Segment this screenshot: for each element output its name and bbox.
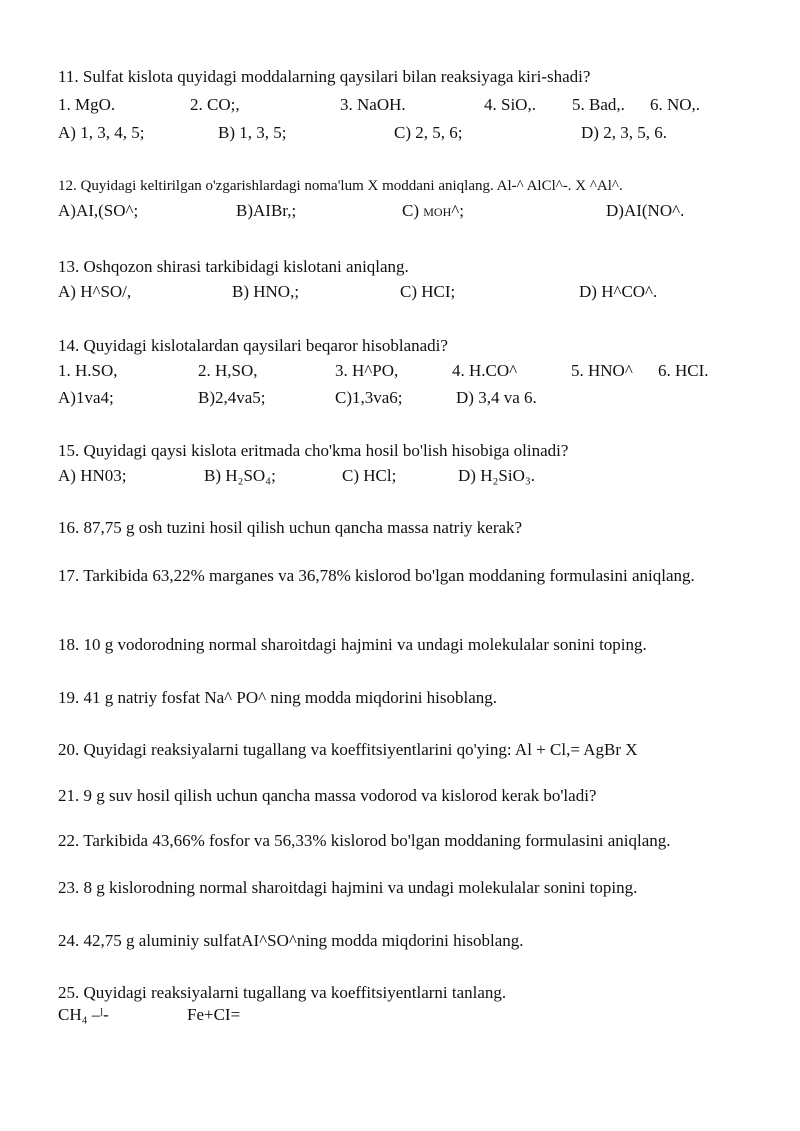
question-11: 11. Sulfat kislota quyidagi moddalarning qaysilari bilan reaksiyaga kiri-shadi? bbox=[58, 67, 591, 86]
q11-option-b: B) 1, 3, 5; bbox=[218, 123, 287, 142]
q12-option-d: D)AI(NO^. bbox=[606, 201, 685, 220]
q13-option-d: D) H^CO^. bbox=[579, 282, 658, 301]
question-22: 22. Tarkibida 43,66% fosfor va 56,33% kislorod bo'lgan moddaning formulasini aniqlang. bbox=[58, 831, 671, 850]
q11-item-1: 1. MgO. bbox=[58, 95, 116, 114]
q11-item-2: 2. CO;, bbox=[190, 95, 240, 114]
q14-option-a: A)1va4; bbox=[58, 388, 114, 407]
q12-option-c-suffix: ^; bbox=[451, 201, 464, 220]
q14-item-2: 2. H,SO, bbox=[198, 361, 258, 380]
question-13: 13. Oshqozon shirasi tarkibidagi kislotani aniqlang. bbox=[58, 257, 409, 276]
q15-option-c: C) HCl; bbox=[342, 466, 397, 485]
q12-option-c-prefix: C) bbox=[402, 201, 424, 220]
q14-item-6: 6. HCI. bbox=[658, 361, 709, 380]
question-20: 20. Quyidagi reaksiyalarni tugallang va koeffitsiyentlarini qo'ying: Al + Cl,= AgBr X bbox=[58, 740, 638, 759]
question-16: 16. 87,75 g osh tuzini hosil qilish uchun qancha massa natriy kerak? bbox=[58, 518, 523, 537]
q25-reaction-2: Fe+CI= bbox=[187, 1005, 241, 1024]
q15-option-d: D) H₂SiO₃. bbox=[458, 466, 536, 485]
q12-option-c bbox=[402, 200, 464, 223]
question-14: 14. Quyidagi kislotalardan qaysilari beqaror hisoblanadi? bbox=[58, 336, 448, 355]
q14-item-1: 1. H.SO, bbox=[58, 361, 118, 380]
question-23: 23. 8 g kislorodning normal sharoitdagi hajmini va undagi molekulalar sonini toping. bbox=[58, 878, 638, 897]
q14-item-4: 4. H.CO^ bbox=[452, 361, 518, 380]
q14-item-5: 5. HNO^ bbox=[571, 361, 633, 380]
q25-reaction-1: CH₄ –ˡ- bbox=[58, 1005, 109, 1024]
q11-option-a: A) 1, 3, 4, 5; bbox=[58, 123, 145, 142]
q15-option-b: B) H₂SO₄; bbox=[204, 466, 276, 485]
q14-option-c: C)1,3va6; bbox=[335, 388, 403, 407]
question-19: 19. 41 g natriy fosfat Na^ PO^ ning modda miqdorini hisoblang. bbox=[58, 688, 498, 707]
q11-item-4: 4. SiO,. bbox=[484, 95, 536, 114]
question-24: 24. 42,75 g aluminiy sulfatAI^SO^ning modda miqdorini hisoblang. bbox=[58, 931, 524, 950]
q14-item-3: 3. H^PO, bbox=[335, 361, 399, 380]
q14-option-b: B)2,4va5; bbox=[198, 388, 266, 407]
question-12: 12. Quyidagi keltirilgan o'zgarishlardagi noma'lum X moddani aniqlang. Al-^ AlCl^-. X ^Al^. bbox=[58, 178, 623, 194]
question-18: 18. 10 g vodorodning normal sharoitdagi hajmini va undagi molekulalar sonini toping. bbox=[58, 635, 647, 654]
q11-item-3: 3. NaOH. bbox=[340, 95, 406, 114]
question-17: 17. Tarkibida 63,22% marganes va 36,78% kislorod bo'lgan moddaning formulasini aniqlang. bbox=[58, 566, 695, 585]
q12-option-a: A)AI,(SO^; bbox=[58, 201, 139, 220]
q11-option-d: D) 2, 3, 5, 6. bbox=[581, 123, 667, 142]
q13-option-b: B) HNO,; bbox=[232, 282, 300, 301]
q13-option-c: C) HCI; bbox=[400, 282, 456, 301]
q12-option-c-formula: MOH bbox=[423, 205, 452, 219]
q14-option-d: D) 3,4 va 6. bbox=[456, 388, 537, 407]
q13-option-a: A) H^SO/, bbox=[58, 282, 132, 301]
question-21: 21. 9 g suv hosil qilish uchun qancha massa vodorod va kislorod kerak bo'ladi? bbox=[58, 786, 597, 805]
question-15: 15. Quyidagi qaysi kislota eritmada cho'kma hosil bo'lish hisobiga olinadi? bbox=[58, 441, 569, 460]
q15-option-a: A) HN03; bbox=[58, 466, 127, 485]
q11-option-c: C) 2, 5, 6; bbox=[394, 123, 463, 142]
q12-option-b: B)AIBr,; bbox=[236, 201, 297, 220]
q11-item-6: 6. NO,. bbox=[650, 95, 701, 114]
question-25: 25. Quyidagi reaksiyalarni tugallang va koeffitsiyentlarni tanlang. bbox=[58, 983, 507, 1002]
q11-item-5: 5. Bad,. bbox=[572, 95, 625, 114]
